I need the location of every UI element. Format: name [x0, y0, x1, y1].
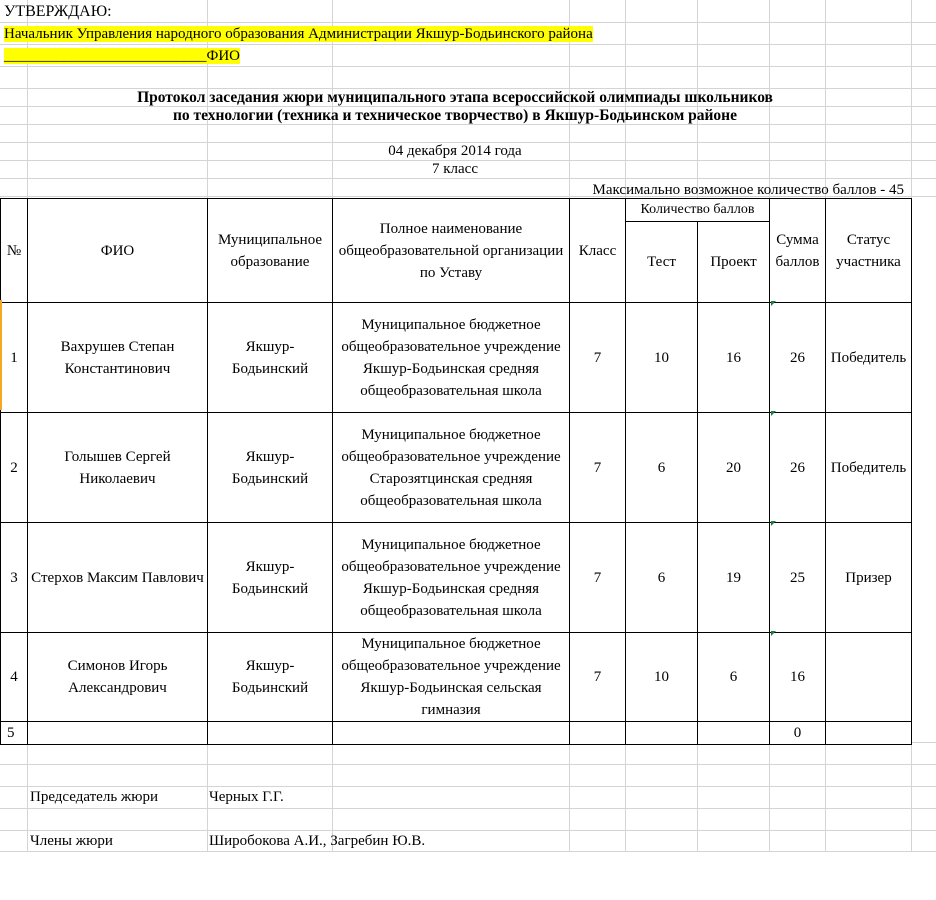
- cell-num: 1: [1, 303, 28, 413]
- header-status: Статус участника: [826, 199, 912, 303]
- cell-class: 7: [570, 523, 626, 633]
- cell-test: [626, 722, 698, 745]
- header-org: Полное наименование общеобразовательной организации по Уставу: [333, 199, 570, 303]
- cell-status: [826, 722, 912, 745]
- table-row: [1, 303, 912, 413]
- cell-municipality: Якшур-Бодьинский: [208, 523, 333, 633]
- protocol-title-line1: Протокол заседания жюри муниципального этапа всероссийской олимпиады школьников: [137, 89, 773, 106]
- cell-status: Призер: [826, 523, 912, 633]
- cell-org: Муниципальное бюджетное общеобразовательное учреждение Якшур-Бодьинская сельская гимназия: [333, 633, 570, 722]
- cell-class: 7: [570, 633, 626, 722]
- cell-fio: [28, 722, 208, 745]
- table-row: [1, 523, 912, 633]
- cell-total: 26: [770, 303, 826, 413]
- cell-test: 6: [626, 413, 698, 523]
- cell-org: [333, 722, 570, 745]
- cell-project: 16: [698, 303, 770, 413]
- cell-comment-marker: [771, 411, 776, 416]
- cell-project: [698, 722, 770, 745]
- cell-comment-marker: [771, 301, 776, 306]
- cell-total: 16: [770, 633, 826, 722]
- cell-municipality: Якшур-Бодьинский: [208, 303, 333, 413]
- cell-municipality: Якшур-Бодьинский: [208, 413, 333, 523]
- cell-class: 7: [570, 413, 626, 523]
- cell-project: 6: [698, 633, 770, 722]
- cell-class: [570, 722, 626, 745]
- members-label: Члены жюри: [30, 833, 113, 849]
- results-table: [0, 198, 912, 745]
- header-test: Тест: [626, 222, 698, 303]
- cell-class: 7: [570, 303, 626, 413]
- header-fio: ФИО: [28, 199, 208, 303]
- chair-label: Председатель жюри: [30, 789, 159, 805]
- cell-org: Муниципальное бюджетное общеобразовательное учреждение Якшур-Бодьинская средняя общеобразовательная школа: [333, 523, 570, 633]
- cell-num: 3: [1, 523, 28, 633]
- cell-municipality: Якшур-Бодьинский: [208, 633, 333, 722]
- protocol-date: 04 декабря 2014 года: [388, 143, 522, 159]
- approval-position-text: Начальник Управления народного образования Администрации Якшур-Бодьинского района: [4, 26, 593, 42]
- cell-total: 25: [770, 523, 826, 633]
- cell-org: Муниципальное бюджетное общеобразовательное учреждение Якшур-Бодьинская средняя общеобразовательная школа: [333, 303, 570, 413]
- header-scores: Количество баллов: [626, 199, 770, 222]
- table-row: [1, 413, 912, 523]
- header-municipality: Муниципальное образование: [208, 199, 333, 303]
- approval-label: УТВЕРЖДАЮ:: [4, 3, 112, 20]
- cell-fio: Стерхов Максим Павлович: [28, 523, 208, 633]
- chair-name: Черных Г.Г.: [209, 789, 284, 805]
- max-score-note: Максимально возможное количество баллов - 45: [592, 182, 904, 198]
- approval-fio: ФИО: [206, 48, 241, 64]
- cell-comment-marker: [771, 521, 776, 526]
- header-total: Сумма баллов: [770, 199, 826, 303]
- cell-test: 6: [626, 523, 698, 633]
- table-row: [1, 722, 912, 745]
- cell-test: 10: [626, 303, 698, 413]
- cell-comment-marker: [771, 631, 776, 636]
- cell-project: 20: [698, 413, 770, 523]
- protocol-grade: 7 класс: [432, 161, 478, 177]
- cell-num: 2: [1, 413, 28, 523]
- cell-status: Победитель: [826, 303, 912, 413]
- cell-status: [826, 633, 912, 722]
- cell-total: 26: [770, 413, 826, 523]
- cell-fio: Голышев Сергей Николаевич: [28, 413, 208, 523]
- approval-position: [4, 25, 593, 43]
- cell-status: Победитель: [826, 413, 912, 523]
- signature-line: ___________________________: [4, 48, 207, 64]
- row-selection-marker: [0, 300, 2, 410]
- header-class: Класс: [570, 199, 626, 303]
- cell-test: 10: [626, 633, 698, 722]
- header-num: №: [1, 199, 28, 303]
- cell-total: 0: [770, 722, 826, 745]
- cell-num: 4: [1, 633, 28, 722]
- cell-org: Муниципальное бюджетное общеобразовательное учреждение Старозятцинская средняя общеобразовательная школа: [333, 413, 570, 523]
- table-row: [1, 633, 912, 722]
- cell-fio: Вахрушев Степан Константинович: [28, 303, 208, 413]
- cell-fio: Симонов Игорь Александрович: [28, 633, 208, 722]
- members-names: Широбокова А.И., Загребин Ю.В.: [209, 833, 426, 849]
- protocol-title-line2: по технологии (техника и техническое творчество) в Якшур-Бодьинском районе: [173, 107, 737, 124]
- header-project: Проект: [698, 222, 770, 303]
- cell-municipality: [208, 722, 333, 745]
- cell-project: 19: [698, 523, 770, 633]
- approval-signature-row: [4, 47, 240, 65]
- cell-num: 5: [1, 722, 28, 745]
